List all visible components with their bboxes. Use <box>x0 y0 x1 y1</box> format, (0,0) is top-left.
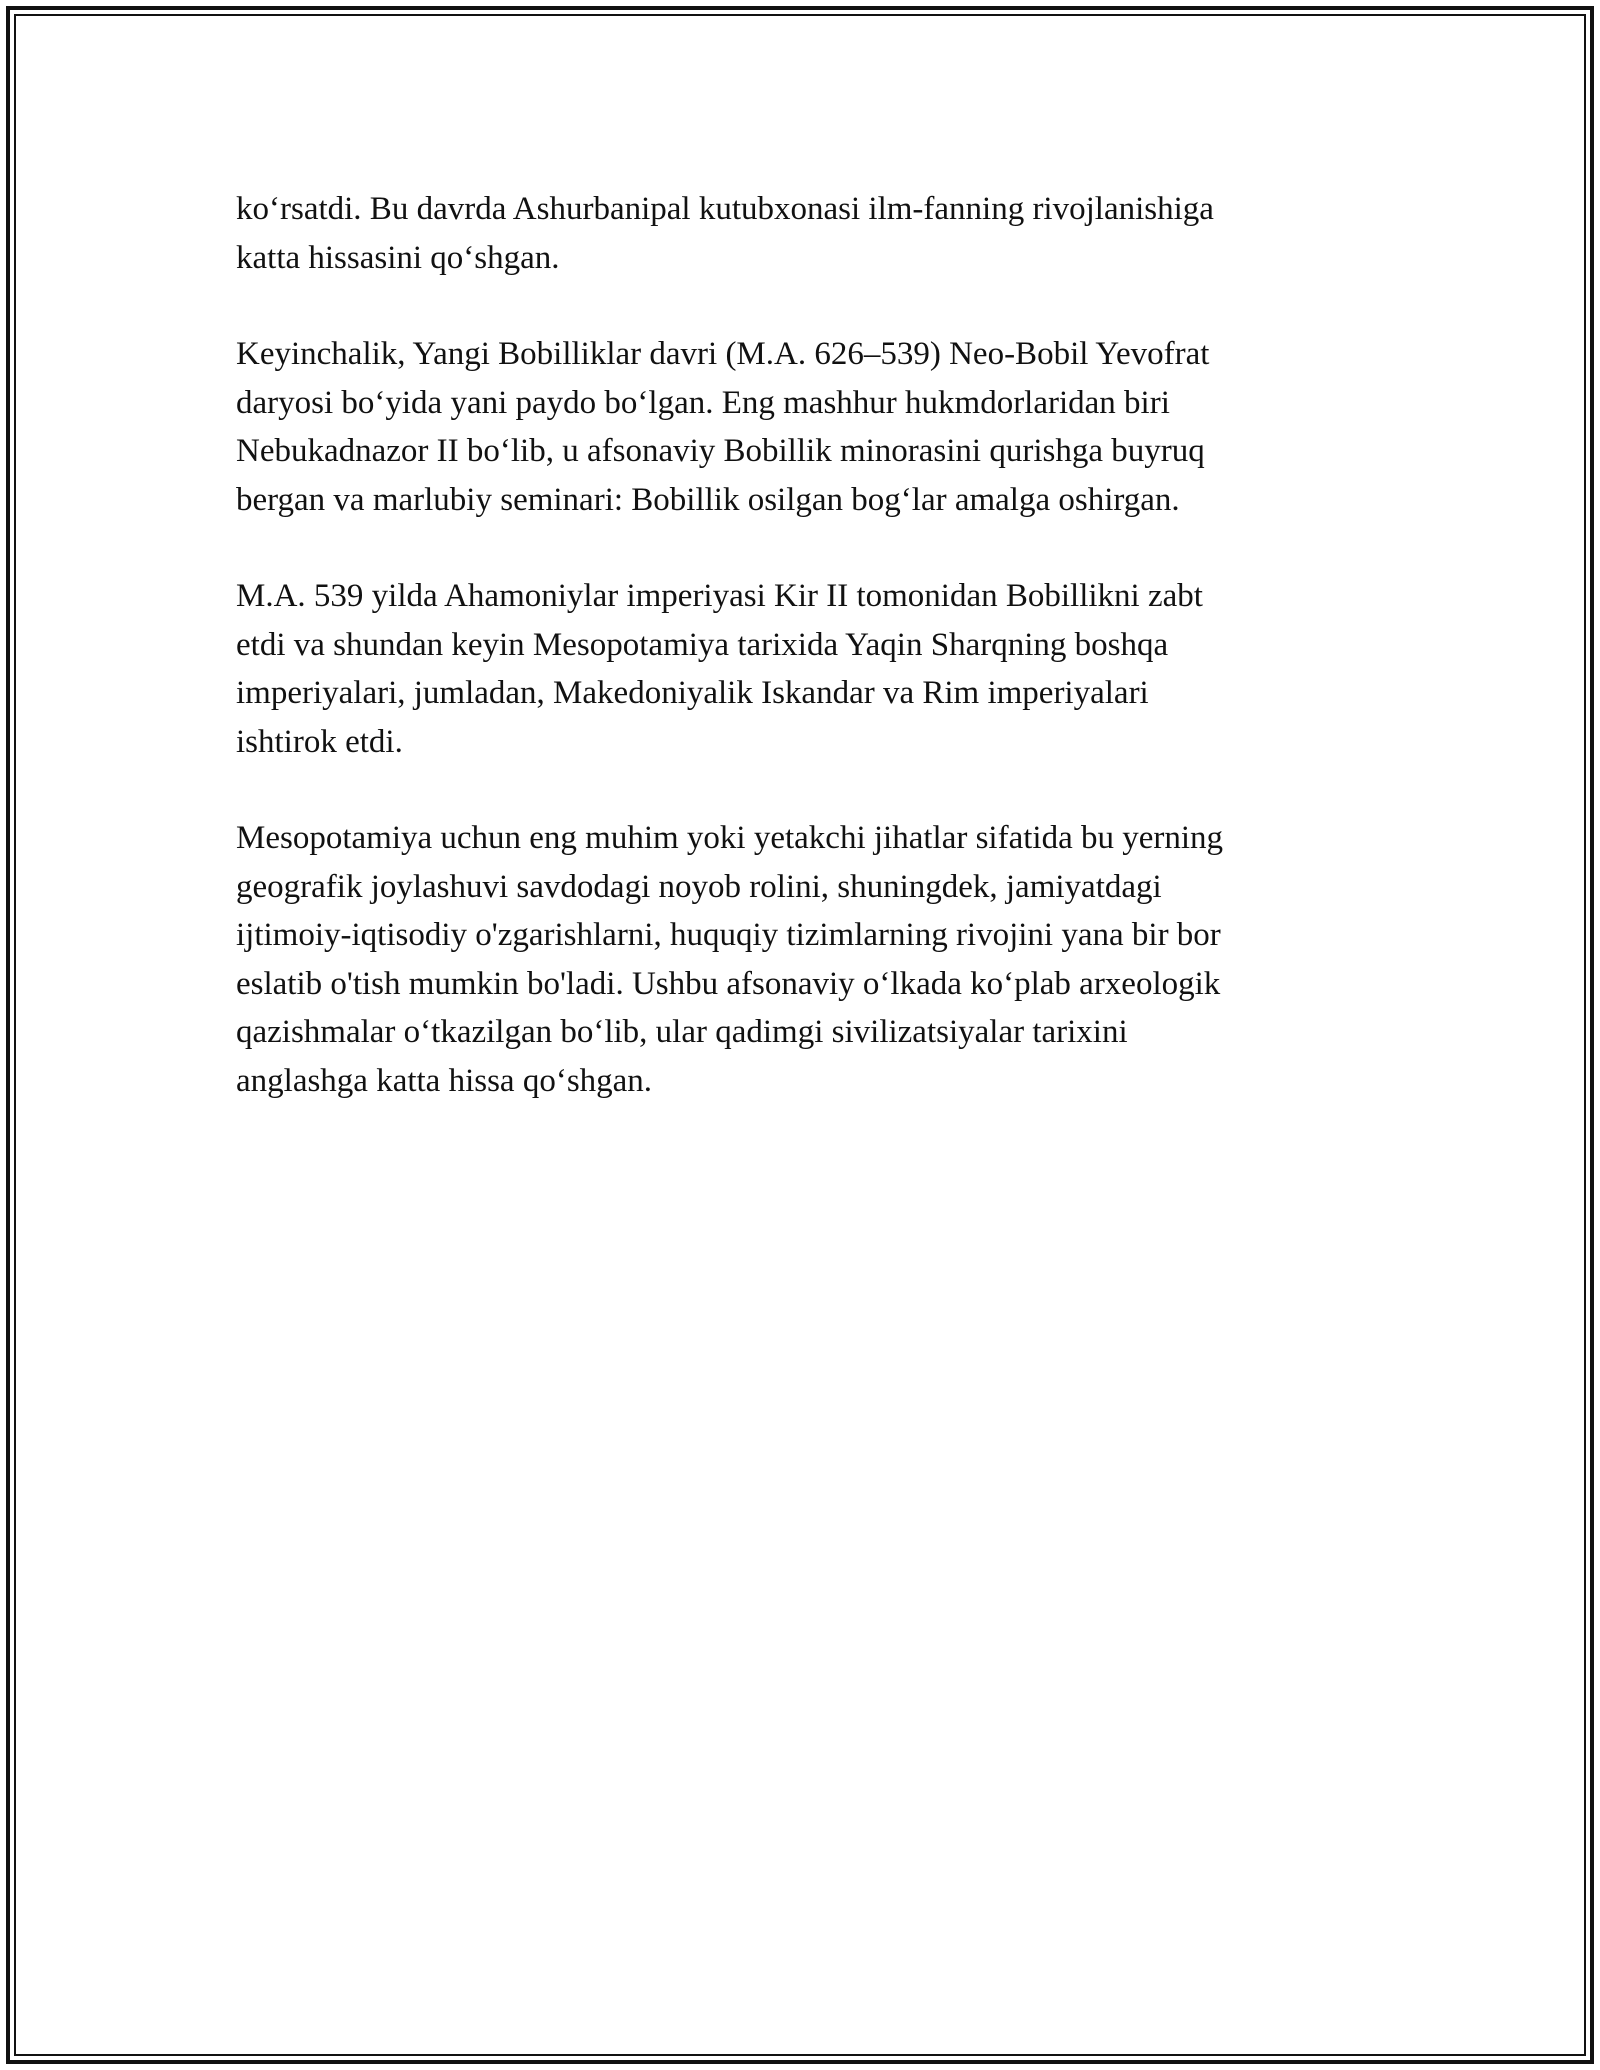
text-line: qazishmalar o‘tkazilgan bo‘lib, ular qadimgi sivilizatsiyalar tarixini <box>236 1014 1128 1050</box>
text-line: anglashga katta hissa qo‘shgan. <box>236 1062 653 1099</box>
paragraph-3 <box>236 572 1356 766</box>
text-line: M.A. 539 yilda Ahamoniylar imperiyasi Kir II tomonidan Bobillikni zabt <box>236 578 1203 614</box>
paragraph-2 <box>236 330 1356 524</box>
text-line: daryosi bo‘yida yani paydo bo‘lgan. Eng mashhur hukmdorlaridan biri <box>236 384 1170 421</box>
text-line: etdi va shundan keyin Mesopotamiya tarixida Yaqin Sharqning boshqa <box>236 626 1169 663</box>
text-line: bergan va marlubiy seminari: Bobillik osilgan bog‘lar amalga oshirgan. <box>236 481 1180 518</box>
text-line: ishtirok etdi. <box>236 723 403 760</box>
text-line: imperiyalari, jumladan, Makedoniyalik Iskandar va Rim imperiyalari <box>236 675 1149 711</box>
document-body <box>236 185 1356 1153</box>
text-line: Keyinchalik, Yangi Bobilliklar davri (M.A. 626–539) Neo-Bobil Yevofrat <box>236 336 1210 372</box>
text-line: katta hissasini qo‘shgan. <box>236 239 560 276</box>
paragraph-1 <box>236 185 1356 282</box>
text-line: Mesopotamiya uchun eng muhim yoki yetakchi jihatlar sifatida bu yerning <box>236 820 1224 856</box>
paragraph-4 <box>236 814 1356 1105</box>
text-line: geografik joylashuvi savdodagi noyob rolini, shuningdek, jamiyatdagi <box>236 868 1162 905</box>
text-line: Nebukadnazor II bo‘lib, u afsonaviy Bobillik minorasini qurishga buyruq <box>236 433 1205 469</box>
text-line: ijtimoiy-iqtisodiy o'zgarishlarni, huquqiy tizimlarning rivojini yana bir bor <box>236 917 1221 953</box>
text-line: ko‘rsatdi. Bu davrda Ashurbanipal kutubxonasi ilm-fanning rivojlanishiga <box>236 191 1214 227</box>
text-line: eslatib o'tish mumkin bo'ladi. Ushbu afsonaviy o‘lkada ko‘plab arxeologik <box>236 965 1221 1002</box>
